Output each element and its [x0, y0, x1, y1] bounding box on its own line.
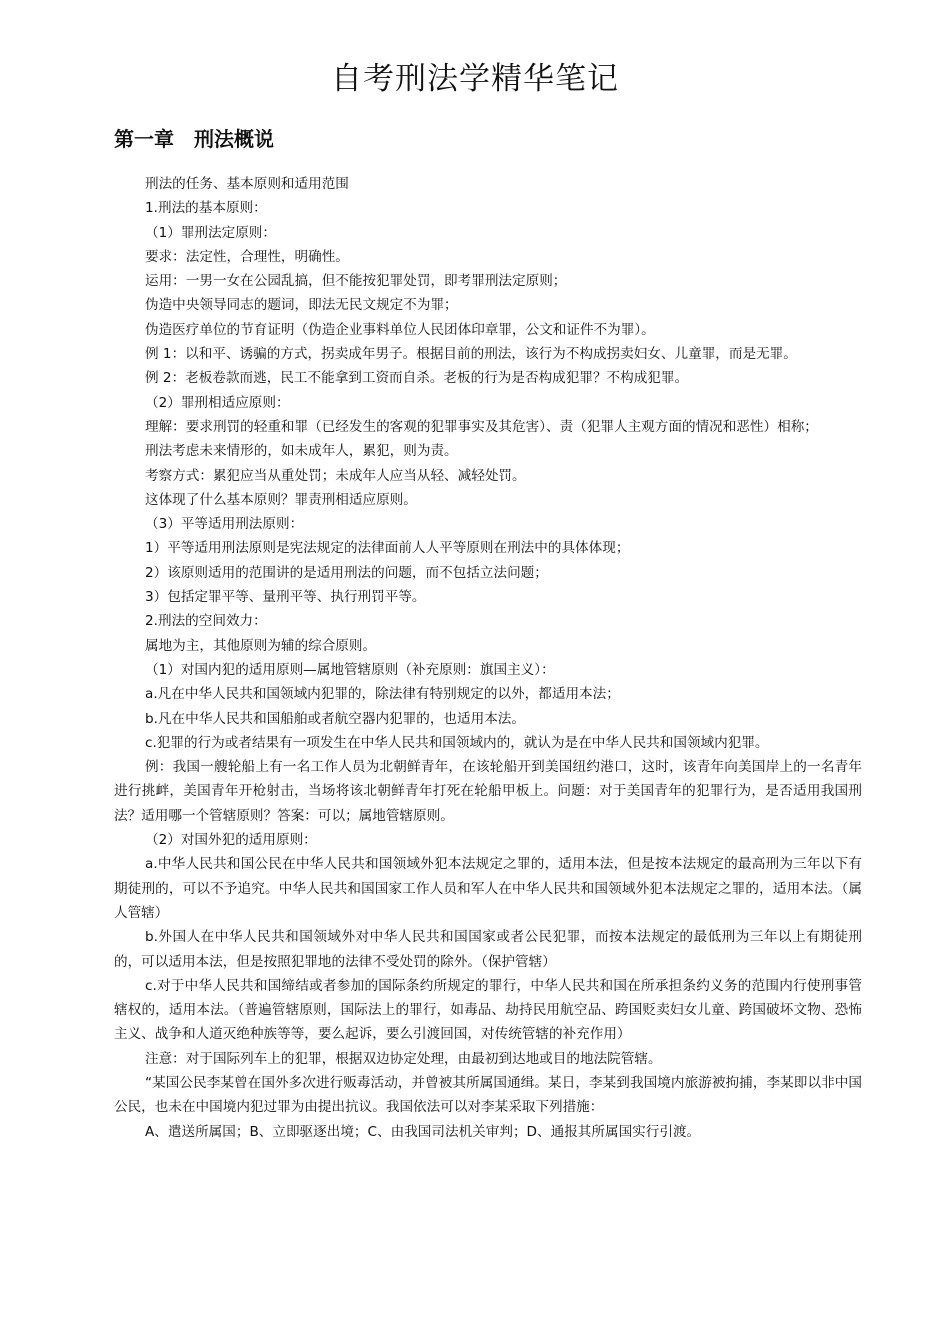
- paragraph: 理解：要求刑罚的轻重和罪（已经发生的客观的犯罪事实及其危害）、责（犯罪人主观方面的情况和恶性）相称；: [145, 418, 818, 435]
- document-title: 自考刑法学精华笔记: [331, 61, 619, 97]
- paragraph: 注意：对于国际列车上的犯罪，根据双边协定处理，由最初到达地或目的地法院管辖。: [145, 1050, 662, 1067]
- paragraph: （2）罪刑相适应原则：: [145, 394, 290, 411]
- paragraph: （2）对国外犯的适用原则：: [145, 832, 317, 849]
- paragraph: 刑法的任务、基本原则和适用范围: [145, 176, 349, 192]
- paragraph: 这体现了什么基本原则？罪责刑相适应原则。: [145, 491, 417, 508]
- paragraph: a.凡在中华人民共和国领域内犯罪的，除法律有特别规定的以外，都适用本法；: [145, 686, 620, 703]
- paragraph: 伪造中央领导同志的题词，即法无民文规定不为罪；: [145, 297, 458, 314]
- paragraph: 3）包括定罪平等、量刑平等、执行刑罚平等。: [145, 589, 426, 606]
- paragraph: 例 2：老板卷款而逃，民工不能拿到工资而自杀。老板的行为是否构成犯罪？不构成犯罪。: [145, 370, 689, 387]
- paragraph: 要求：法定性，合理性，明确性。: [145, 248, 349, 265]
- body-text: [114, 172, 862, 1144]
- chapter-heading: 第一章 刑法概说: [114, 127, 274, 151]
- paragraph: （3）平等适用刑法原则：: [145, 516, 304, 533]
- paragraph: 2.刑法的空间效力：: [145, 613, 267, 630]
- paragraph: 例 1：以和平、诱骗的方式，拐卖成年男子。根据目前的刑法，该行为不构成拐卖妇女、儿童罪，而是无罪。: [145, 346, 797, 363]
- paragraph: 运用：一男一女在公园乱搞，但不能按犯罪处罚，即考罪刑法定原则；: [145, 273, 567, 290]
- paragraph: 例：我国一艘轮船上有一名工作人员为北朝鲜青年，在该轮船开到美国纽约港口，这时，该青年向美国岸上的一名青年进行挑衅，美国青年开枪射击，当场将该北朝鲜青年打死在轮船甲板上。问题：对于美国青年的犯罪行为，是否适用我国刑法？适用哪一个管辖原则？答案：可以；属地管辖原则。: [114, 759, 862, 824]
- paragraph: 1）平等适用刑法原则是宪法规定的法律面前人人平等原则在刑法中的具体体现；: [145, 540, 630, 557]
- paragraph: 考察方式：累犯应当从重处罚；未成年人应当从轻、减轻处罚。: [145, 467, 526, 484]
- paragraph: 伪造医疗单位的节育证明（伪造企业事料单位人民团体印章罪，公文和证件不为罪）。: [145, 321, 655, 338]
- paragraph: A、遣送所属国；B、立即驱逐出境；C、由我国司法机关审判；D、通报其所属国实行引渡。: [145, 1123, 701, 1140]
- paragraph: 刑法考虑未来情形的，如未成年人，累犯，则为责。: [145, 443, 458, 460]
- paragraph: 2）该原则适用的范围讲的是适用刑法的问题，而不包括立法问题；: [145, 564, 548, 581]
- paragraph: b.外国人在中华人民共和国领域外对中华人民共和国国家或者公民犯罪，而按本法规定的最低刑为三年以上有期徒刑的，可以适用本法，但是按照犯罪地的法律不受处罚的除外。（保护管辖）: [114, 929, 862, 970]
- paragraph: c.对于中华人民共和国缔结或者参加的国际条约所规定的罪行，中华人民共和国在所承担条约义务的范围内行使刑事管辖权的，适用本法。（普遍管辖原则，国际法上的罪行，如毒品、劫持民用航空品、跨国贬卖妇女儿童、跨国破坏文物、恐怖主义、战争和人道灭绝种族等等，要么起诉，要么引渡回国，对传统管辖的补充作用）: [114, 977, 862, 1043]
- paragraph: 属地为主，其他原则为辅的综合原则。: [145, 637, 377, 654]
- paragraph: 1.刑法的基本原则：: [145, 200, 267, 217]
- paragraph: b.凡在中华人民共和国船舶或者航空器内犯罪的，也适用本法。: [145, 710, 525, 727]
- paragraph: “某国公民李某曾在国外多次进行贩毒活动，并曾被其所属国通缉。某日，李某到我国境内旅游被拘捕，李某即以非中国公民，也未在中国境内犯过罪为由提出抗议。我国依法可以对李某采取下列措施：: [114, 1074, 862, 1116]
- paragraph: a.中华人民共和国公民在中华人民共和国领域外犯本法规定之罪的，适用本法，但是按本法规定的最高刑为三年以下有期徒刑的，可以不予追究。中华人民共和国国家工作人员和军人在中华人民共和国领域外犯本法规定之罪的，适用本法。（属人管辖）: [114, 856, 862, 921]
- paragraph: c.犯罪的行为或者结果有一项发生在中华人民共和国领域内的，就认为是在中华人民共和国领域内犯罪。: [145, 734, 769, 751]
- paragraph: （1）对国内犯的适用原则—属地管辖原则（补充原则：旗国主义）：: [145, 661, 555, 678]
- paragraph: （1）罪刑法定原则：: [145, 224, 276, 241]
